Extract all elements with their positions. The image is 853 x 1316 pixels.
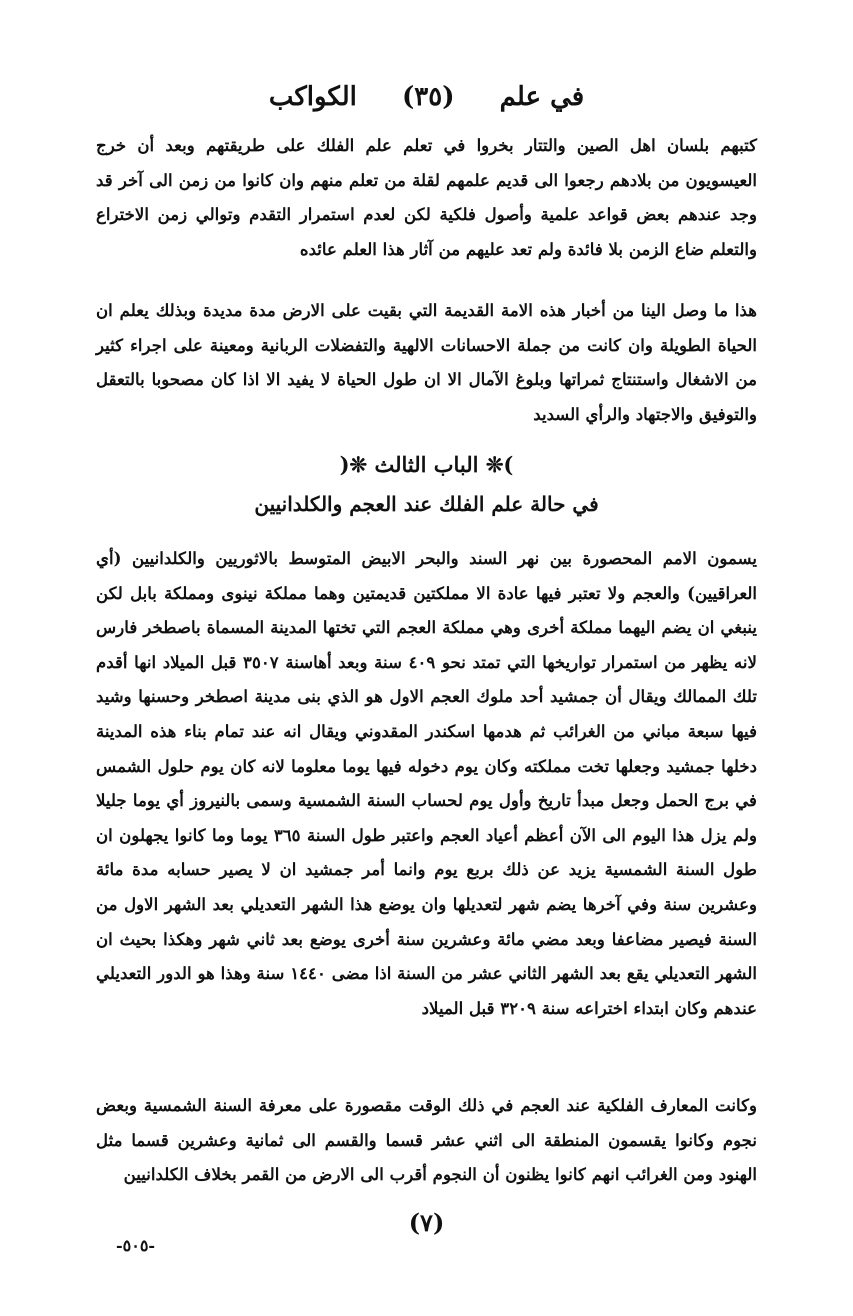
header-page-number: (٣٥) [401,82,455,112]
ornament-open: )❊ [485,452,514,477]
header-right-text: في علم [499,82,585,112]
chapter-title [96,452,757,477]
sheet-number: (٧) [408,1208,445,1237]
running-head [0,82,853,112]
header-left-text: الكواكب [268,82,357,112]
paragraph-3: يسمون الامم المحصورة بين نهر السند والبحر الابيض المتوسط بالاثوريين والكلدانيين (أي العراقيين) والعجم ولا تعتبر فيها عادة الا مملكتين قديمتين وهما مملكة نينوى ومملكة بابل لكن ينبغي ان يضم اليهما مملكة أخرى وهي مملكة العجم التي تختها المدينة المسماة باصطخر فارس لانه يظهر من استمرار تواريخها التي تمتد نحو ٤٠٩ سنة وبعد أهاسنة ٣٥٠٧ قبل الميلاد انها أقدم تلك الممالك ويقال أن جمشيد أحد ملوك العجم الاول هو الذي بنى مدينة اصطخر وحسنها وشيد فيها سبعة مباني من الغرائب ثم هدمها اسكندر المقدوني ويقال انه عند تمام بناء هذه المدينة دخلها جمشيد وجعلها تخت مملكته وكان يوم دخوله فيها يوما معلوما لانه كان يوم حلول الشمس في برج الحمل وجعل مبدأ تاريخ وأول يوم لحساب السنة الشمسية وسمى بالنيروز أي يوما جليلا ولم يزل هذا اليوم الى الآن أعظم أعياد العجم واعتبر طول السنة ٣٦٥ يوما وما كانوا يجهلون ان طول السنة الشمسية يزيد عن ذلك بربع يوم وانما أمر جمشيد ان لا يصير حسابه مدة مائة وعشرين سنة وفي آخرها يضم شهر لتعديلها وان يوضع هذا الشهر التعديلي بعد الشهر الاول من السنة فيصير مضاعفا وبعد مضي مائة وعشرين سنة أخرى يوضع بعد ثاني شهر وهكذا بحيث ان الشهر التعديلي يقع بعد الشهر الثاني عشر من السنة اذا مضى ١٤٤٠ سنة وهذا هو الدور التعديلي عندهم وكان ابتداء اختراعه سنة ٣٢٠٩ قبل الميلاد [96,548,758,1018]
chapter-title-text: الباب الثالث [374,452,479,477]
paragraph-2: هذا ما وصل الينا من أخبار هذه الامة القديمة التي بقيت على الارض مدة مديدة وبذلك يعلم ان الحياة الطويلة وان كانت من جملة الاحسانات الالهية والتفضلات الربانية ومعينة على اجراء كثير من الاشغال واستنتاج ثمراتها وبلوغ الآمال الا ان طول الحياة لا يفيد الا اذا كان مصحوبا بالتعقل والتوفيق والاجتهاد والرأي السديد [96,300,757,424]
section-title [96,492,757,516]
paragraph-1: كتبهم بلسان اهل الصين والتتار بخروا في تعلم علم الفلك على طريقتهم وبعد أن خرج العيسويون من بلادهم رجعوا الى قديم علمهم لقلة من تعلم منهم وان كانوا من زمن الى آخر قد وجد عندهم بعض قواعد علمية وأصول فلكية لكن لعدم استمرار التقدم وتوالي زمن الاختراع والتعلم ضاع الزمن بلا فائدة ولم تعد عليهم من آثار هذا العلم عائده [96,135,757,259]
ornament-close: ❊( [339,452,368,477]
section-title-text: في حالة علم الفلك عند العجم والكلدانيين [254,492,599,516]
paragraph-4: وكانت المعارف الفلكية عند العجم في ذلك الوقت مقصورة على معرفة السنة الشمسية وبعض نجوم وكانوا يقسمون المنطقة الى اثني عشر قسما والقسم الى ثمانية وعشرين قسما مثل الهنود ومن الغرائب انهم كانوا يظنون أن النجوم أقرب الى الارض من القمر بخلاف الكلدانيين [96,1095,757,1185]
folio-number: -٥٠٥- [116,1236,156,1255]
